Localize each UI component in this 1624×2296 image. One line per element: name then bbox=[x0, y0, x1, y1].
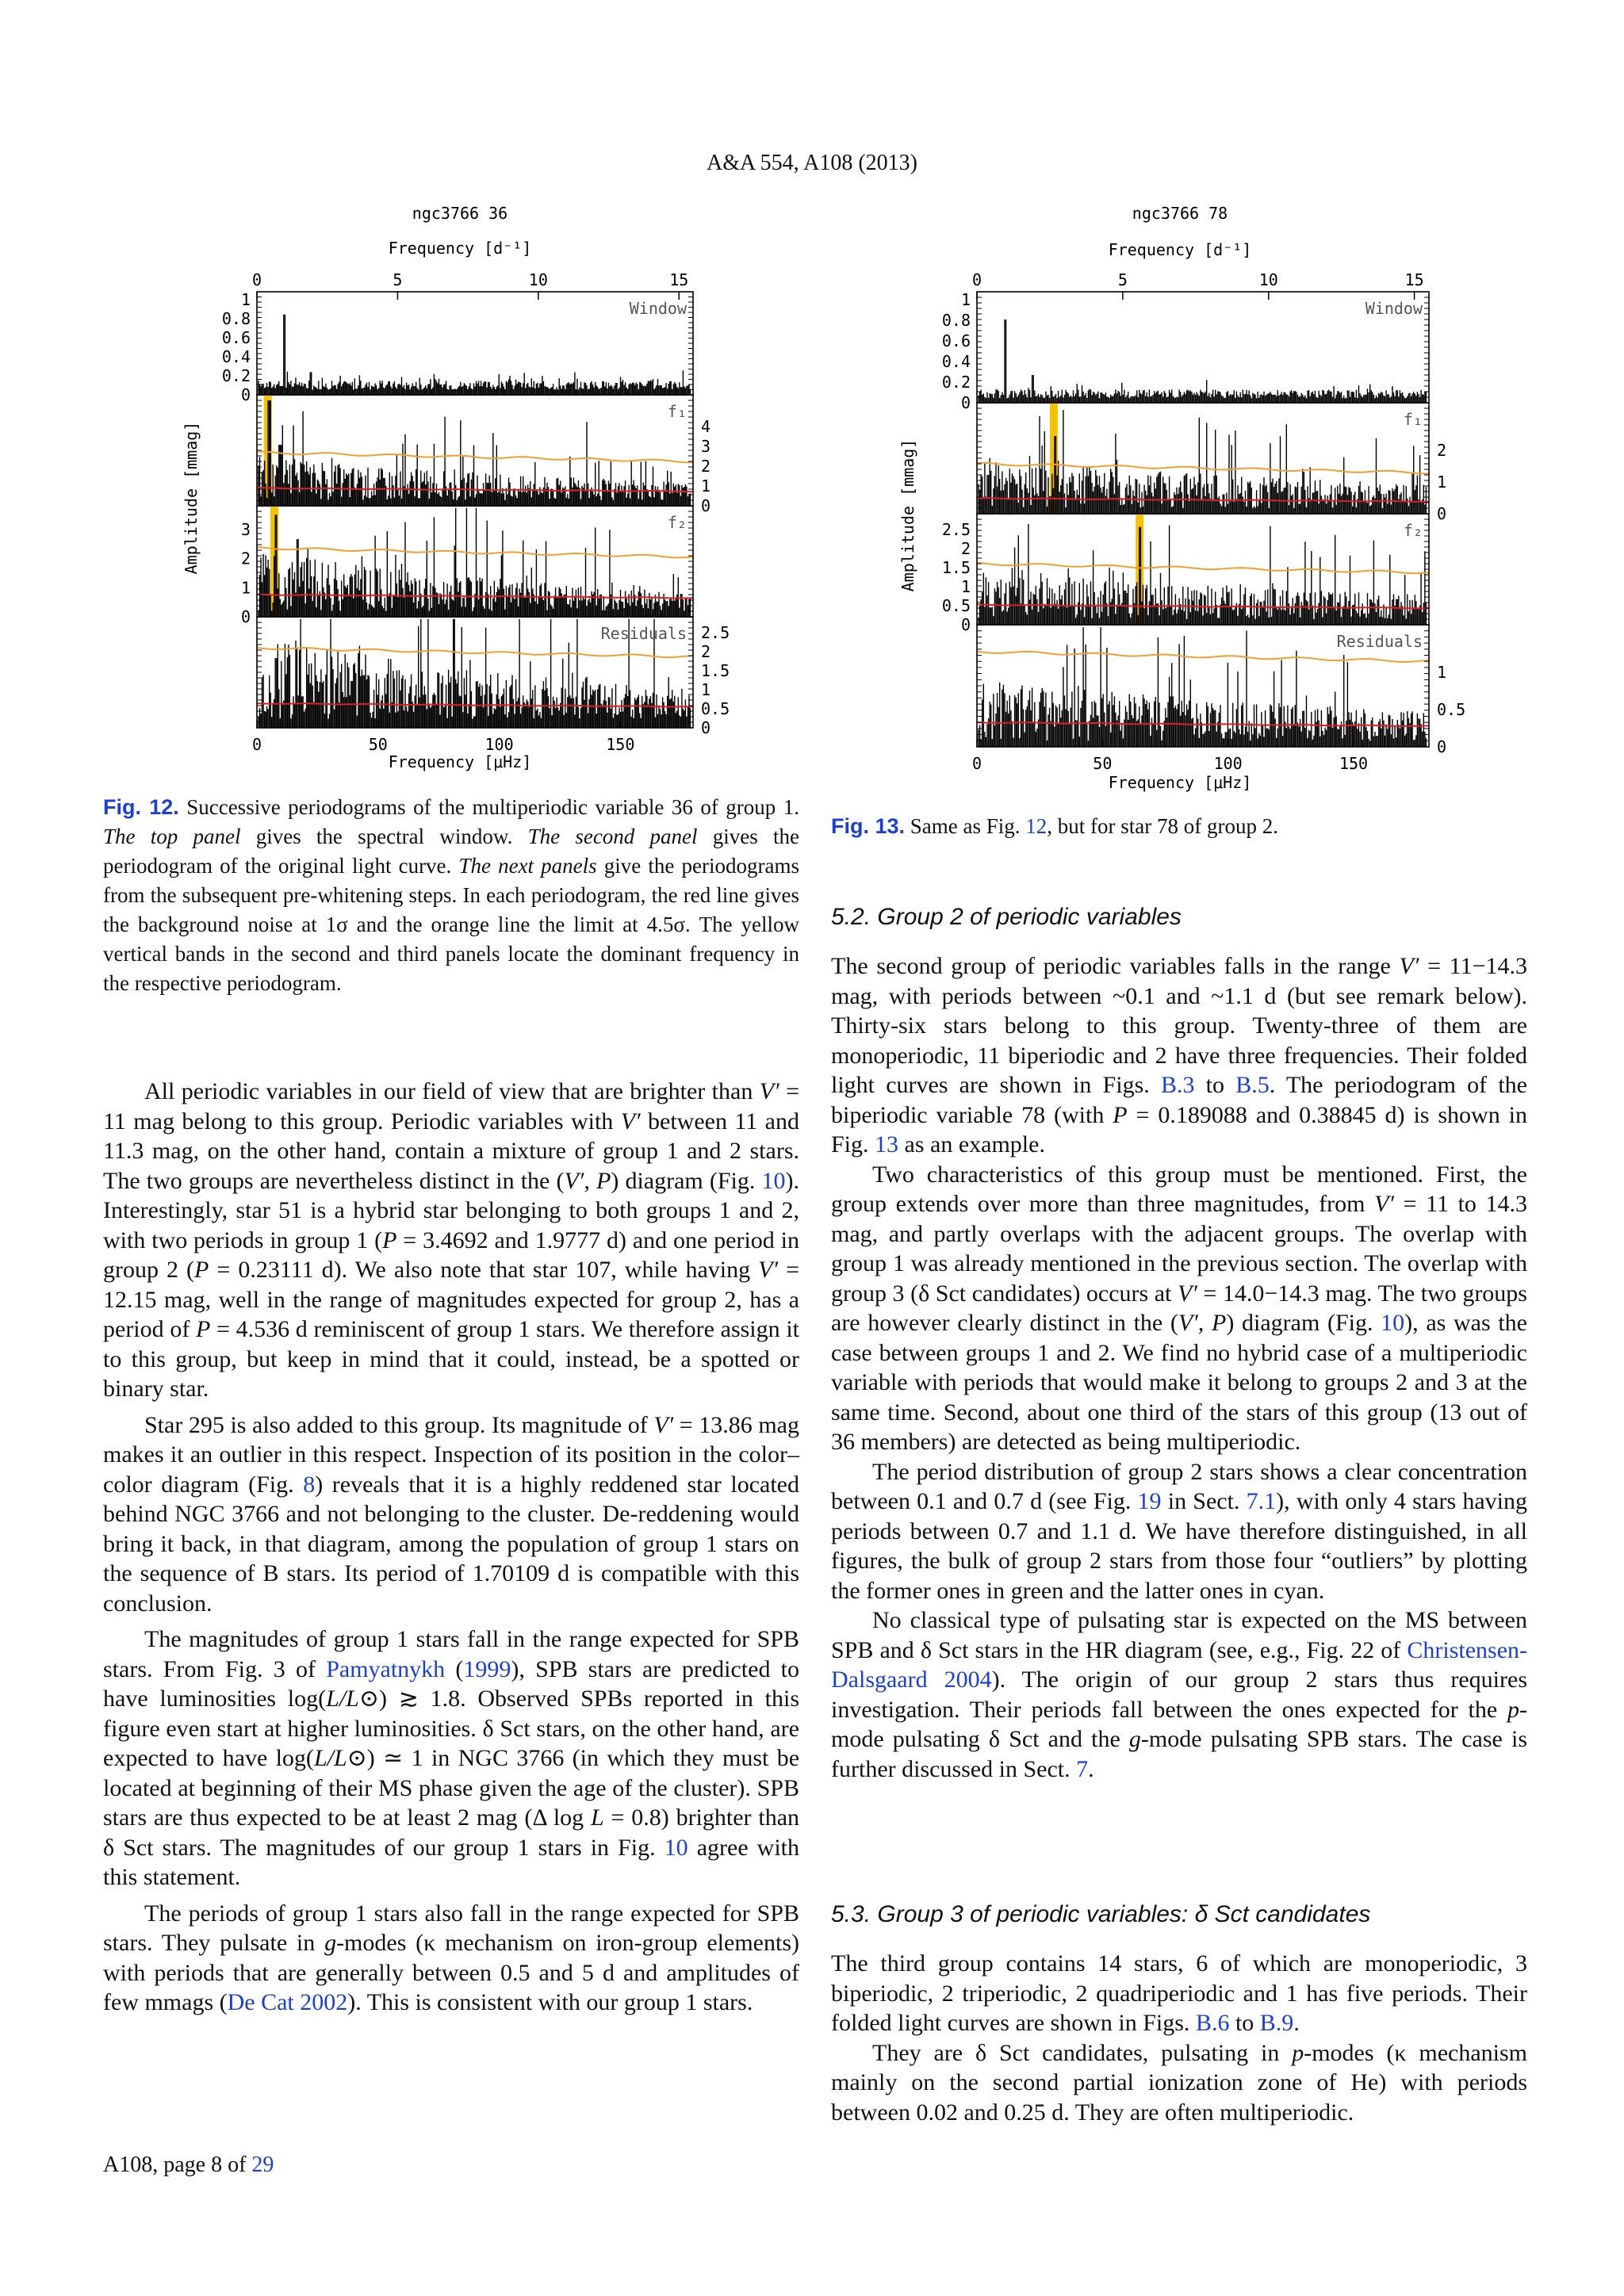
panel-label: f₂ bbox=[1403, 521, 1423, 540]
text-run: ) reveals that it is a highly reddened star located behind NGC 3766 and not belonging to the cluster. De-reddening would bring it back, in that diagram, among the population of group 1 stars on the sequence of B stars. Its period of 1.70109 d is compatible with this conclusion. bbox=[103, 1471, 799, 1617]
y-tick-label: 2.5 bbox=[941, 520, 971, 539]
fig12-top-axis-label: Frequency [d⁻¹] bbox=[388, 239, 532, 258]
caption-text: give the periodograms from the subsequent pre-whitening steps. In each periodogram, the red line gives the background noise at 1σ and the orange line the limit at 4.5σ. The yellow vertical bands in the second and third panels locate the dominant frequency in the respective periodogram. bbox=[103, 854, 800, 995]
italic-text: V′ bbox=[1177, 1280, 1197, 1307]
y-tick-label: 2 bbox=[701, 457, 711, 476]
italic-text: V′, P bbox=[1178, 1310, 1227, 1336]
noise-limit-4-5-sigma-line bbox=[257, 452, 693, 463]
italic-text: V′ bbox=[1399, 953, 1419, 979]
total-pages-link[interactable]: 29 bbox=[251, 2152, 274, 2177]
reference-link[interactable]: 19 bbox=[1137, 1488, 1162, 1514]
caption-italic: The second panel bbox=[527, 825, 698, 848]
italic-text: V′ bbox=[758, 1257, 779, 1283]
text-run: The magnitudes of group 1 stars fall in the range expected for SPB stars. From Fig. 3 of bbox=[103, 1626, 799, 1682]
panel-label: Window bbox=[629, 299, 687, 318]
caption-text: Successive periodograms of the multiperiodic variable 36 of group 1. bbox=[178, 795, 799, 819]
top-tick-label: 0 bbox=[251, 270, 262, 289]
y-tick-label: 1 bbox=[1437, 663, 1447, 682]
panel-label: Residuals bbox=[600, 624, 687, 643]
bottom-tick-label: 100 bbox=[1213, 754, 1243, 773]
fig12-y-axis-label: Amplitude [mmag] bbox=[182, 421, 201, 575]
text-run: ⊙) ≃ 1 in NGC 3766 (in which they must be located at beginning of their MS phase given the age of the cluster). SPB stars are thus expected to be at least 2 mag (Δ log bbox=[103, 1745, 800, 1831]
fig13-caption bbox=[831, 812, 1521, 841]
periodogram-trace bbox=[979, 320, 1426, 403]
periodogram-trace bbox=[259, 315, 691, 395]
panel-label: f₁ bbox=[667, 402, 687, 421]
bottom-tick-label: 0 bbox=[971, 754, 982, 773]
panel-label: Window bbox=[1365, 299, 1423, 318]
caption-text: , but for star 78 of group 2. bbox=[1047, 814, 1278, 838]
italic-text: P bbox=[1113, 1101, 1128, 1128]
paragraph bbox=[831, 951, 1527, 1160]
italic-text: g bbox=[324, 1930, 337, 1956]
y-tick-label: 0 bbox=[701, 718, 711, 737]
noise-limit-4-5-sigma-line bbox=[257, 547, 693, 558]
caption-text: Same as Fig. bbox=[905, 814, 1026, 838]
top-tick-label: 5 bbox=[393, 270, 403, 289]
paragraph bbox=[831, 1160, 1527, 1457]
section-5-3-title: 5.3. Group 3 of periodic variables: δ Sct candidates bbox=[831, 1901, 1371, 1927]
text-run: All periodic variables in our field of view that are brighter than bbox=[144, 1078, 760, 1104]
caption-text: gives the spectral window. bbox=[240, 825, 528, 848]
bottom-tick-label: 0 bbox=[251, 735, 262, 754]
reference-link[interactable]: 10 bbox=[761, 1167, 786, 1194]
text-run: They are δ Sct candidates, pulsating in bbox=[872, 2039, 1293, 2066]
paragraph bbox=[103, 1899, 799, 2018]
y-tick-label: 0 bbox=[960, 393, 971, 412]
text-run: -modes (κ mechanism on iron-group elements) with periods that are generally between 0.5 and 5 d and amplitudes of few mmags ( bbox=[103, 1930, 799, 2015]
text-run: . bbox=[1293, 2010, 1300, 2036]
panel-frame bbox=[977, 292, 1429, 403]
top-tick-label: 10 bbox=[528, 270, 548, 289]
text-run: = 0.23111 d). We also note that star 107, while having bbox=[209, 1257, 759, 1283]
paragraph bbox=[831, 1605, 1527, 1784]
fig13-plot-area bbox=[942, 270, 1465, 773]
y-tick-label: 0.2 bbox=[221, 366, 251, 385]
paragraph bbox=[103, 1410, 799, 1619]
top-tick-label: 15 bbox=[669, 270, 689, 289]
y-tick-label: 0.6 bbox=[941, 331, 971, 350]
panel-label: f₂ bbox=[667, 513, 687, 532]
italic-text: P bbox=[194, 1257, 209, 1283]
footer-text: A108, page 8 of bbox=[103, 2152, 252, 2177]
reference-link[interactable]: B.5 bbox=[1235, 1072, 1270, 1098]
noise-limit-4-5-sigma-line bbox=[977, 563, 1429, 574]
y-tick-label: 0.8 bbox=[941, 311, 971, 330]
paragraph bbox=[831, 1457, 1527, 1606]
text-run: The period distribution of group 2 stars shows a clear concentration between 0.1 and 0.7 d (see Fig. bbox=[831, 1458, 1527, 1514]
panel-label: f₁ bbox=[1403, 410, 1423, 429]
periodogram-trace bbox=[259, 508, 691, 617]
y-tick-label: 1.5 bbox=[941, 558, 971, 577]
text-run: = 14.0−14.3 mag. The two groups are however clearly distinct in the ( bbox=[831, 1280, 1527, 1336]
fig13-top-axis-label: Frequency [d⁻¹] bbox=[1108, 240, 1252, 259]
y-tick-label: 2 bbox=[701, 642, 711, 661]
y-tick-label: 2 bbox=[240, 549, 251, 568]
text-run: Two characteristics of this group must be mentioned. First, the group extends over more than three magnitudes, from bbox=[831, 1161, 1527, 1217]
paragraph bbox=[103, 1624, 799, 1892]
periodogram-trace bbox=[979, 524, 1426, 625]
text-run: = 0.189088 and 0.38845 d) is shown in Fig. bbox=[831, 1101, 1527, 1158]
reference-link[interactable]: 7.1 bbox=[1246, 1488, 1277, 1514]
italic-text: L/L bbox=[313, 1745, 347, 1771]
text-run: ( bbox=[445, 1655, 464, 1682]
y-tick-label: 1 bbox=[1437, 473, 1447, 492]
section-5-2-text bbox=[831, 951, 1527, 1784]
fig12-caption-label[interactable]: Fig. 12. bbox=[103, 795, 179, 819]
fig12-plot-area bbox=[222, 270, 730, 754]
reference-link[interactable]: 13 bbox=[875, 1131, 899, 1158]
fig12-bottom-axis-label: Frequency [μHz] bbox=[388, 752, 532, 771]
reference-link[interactable]: 1999 bbox=[463, 1655, 511, 1682]
y-tick-label: 1 bbox=[701, 476, 711, 496]
text-run: ), SPB stars are predicted to have luminosities log( bbox=[103, 1655, 800, 1712]
text-run: as an example. bbox=[898, 1131, 1045, 1158]
text-run: = 4.536 d reminiscent of group 1 stars. We therefore assign it to this group, but keep in mind that it could, instead, be a spotted or binary star. bbox=[103, 1316, 799, 1402]
italic-text: P bbox=[382, 1226, 397, 1253]
text-run: = 11 to 14.3 mag, and partly overlaps with the adjacent groups. The overlap with group 1 was already mentioned in the previous section. The overlap with group 3 (δ Sct candidates) occurs at bbox=[831, 1191, 1528, 1307]
page-footer bbox=[103, 2152, 274, 2178]
y-tick-label: 2 bbox=[1437, 441, 1447, 460]
italic-text: g bbox=[1128, 1726, 1141, 1752]
fig13-y-axis-label: Amplitude [mmag] bbox=[898, 438, 917, 592]
text-run: ), with only 4 stars having periods between 0.7 and 1.1 d. We have therefore distinguished, in all figures, the bulk of group 2 stars from those four “outliers” by plotting the former ones in green and the latter ones in cyan. bbox=[831, 1488, 1527, 1604]
italic-text: V′ bbox=[653, 1411, 674, 1438]
reference-link[interactable]: De Cat 2002 bbox=[227, 1989, 348, 2015]
text-run: The second group of periodic variables falls in the range bbox=[831, 953, 1400, 979]
reference-link[interactable]: B.9 bbox=[1259, 2010, 1294, 2036]
y-tick-label: 0.2 bbox=[941, 373, 971, 392]
bottom-tick-label: 150 bbox=[606, 735, 635, 754]
reference-link[interactable]: Pamyatnykh bbox=[326, 1655, 446, 1682]
y-tick-label: 0 bbox=[701, 496, 711, 515]
text-run: ). Interestingly, star 51 is a hybrid star belonging to both groups 1 and 2, with two periods in group 1 ( bbox=[103, 1167, 799, 1253]
panel-label: Residuals bbox=[1336, 632, 1423, 651]
fig13-caption-label[interactable]: Fig. 13. bbox=[831, 814, 906, 838]
text-run: to bbox=[1194, 1072, 1236, 1098]
left-column-text bbox=[103, 1077, 799, 2018]
fig12-reference-link[interactable]: 12 bbox=[1025, 814, 1048, 838]
y-tick-label: 1.5 bbox=[701, 661, 730, 680]
bottom-tick-label: 50 bbox=[1093, 754, 1113, 773]
text-run: The third group contains 14 stars, 6 of which are monoperiodic, 3 biperiodic, 2 triperiodic, 2 quadriperiodic and 1 has five periods. Their folded light curves are shown in Figs. bbox=[831, 1950, 1527, 2036]
paragraph bbox=[103, 1077, 799, 1404]
text-run: ) diagram (Fig. bbox=[611, 1167, 762, 1194]
y-tick-label: 2.5 bbox=[701, 623, 730, 642]
reference-link[interactable]: 8 bbox=[303, 1471, 316, 1498]
text-run: = 12.15 mag, well in the range of magnitudes expected for group 2, has a period of bbox=[103, 1257, 800, 1342]
y-tick-label: 1 bbox=[701, 680, 711, 699]
figure-13-periodograms bbox=[894, 205, 1465, 793]
caption-italic: The top panel bbox=[103, 825, 241, 848]
bottom-tick-label: 100 bbox=[485, 735, 514, 754]
italic-text: V′ bbox=[620, 1108, 641, 1135]
y-tick-label: 3 bbox=[701, 437, 711, 456]
fig13-title: ngc3766 78 bbox=[1132, 205, 1228, 223]
section-5-2-title: 5.2. Group 2 of periodic variables bbox=[831, 904, 1182, 930]
caption-text: gives the periodogram of the original light curve. bbox=[103, 825, 799, 878]
y-tick-label: 0 bbox=[960, 615, 971, 634]
noise-limit-4-5-sigma-line bbox=[257, 648, 693, 657]
text-run: = 3.4692 and 1.9777 d) and one period in group 2 ( bbox=[103, 1226, 799, 1283]
fig13-bottom-axis-label: Frequency [μHz] bbox=[1108, 773, 1252, 792]
text-run: Star 295 is also added to this group. Its magnitude of bbox=[144, 1411, 654, 1438]
text-run: = 11 mag belong to this group. Periodic variables with bbox=[103, 1078, 799, 1135]
reference-link[interactable]: Christensen-Dalsgaard 2004 bbox=[831, 1636, 1527, 1693]
italic-text: V′ bbox=[759, 1078, 779, 1104]
y-tick-label: 0 bbox=[1437, 737, 1447, 756]
italic-text: V′ bbox=[1374, 1191, 1394, 1217]
text-run: ). The origin of our group 2 stars thus requires investigation. Their periods fall between the ones expected for the bbox=[831, 1667, 1527, 1723]
text-run: = 11−14.3 mag, with periods between ~0.1 and ~1.1 d (but see remark below). Thirty-six stars belong to this group. Twenty-three of them are monoperiodic, 11 biperiodic and 2 have three frequencies. Their folded light curves are shown in Figs. bbox=[831, 953, 1527, 1098]
top-tick-label: 5 bbox=[1117, 270, 1128, 289]
figure-12-periodograms bbox=[174, 205, 730, 777]
y-tick-label: 0.8 bbox=[221, 309, 251, 328]
text-run: ) diagram (Fig. bbox=[1226, 1310, 1381, 1336]
section-5-3-text bbox=[831, 1949, 1527, 2127]
reference-link[interactable]: 10 bbox=[664, 1834, 688, 1861]
text-run: = 0.8) brighter than δ Sct stars. The magnitudes of our group 1 stars in Fig. bbox=[103, 1804, 800, 1861]
text-run: between 11 and 11.3 mag, on the other hand, contain a mixture of group 1 and 2 stars. The two groups are nevertheless distinct in the ( bbox=[103, 1108, 799, 1194]
text-run: = 13.86 mag makes it an outlier in this respect. Inspection of its position in the color–color diagram (Fig. bbox=[103, 1411, 799, 1498]
italic-text: p bbox=[1292, 2039, 1304, 2066]
y-tick-label: 0.4 bbox=[941, 352, 971, 371]
top-tick-label: 0 bbox=[971, 270, 982, 289]
italic-text: L bbox=[591, 1804, 604, 1831]
text-run: -modes (κ mechanism mainly on the second partial ionization zone of He) with periods between 0.02 and 0.25 d. They are often multiperiodic. bbox=[831, 2039, 1527, 2126]
y-tick-label: 3 bbox=[240, 520, 251, 539]
reference-link[interactable]: 7 bbox=[1076, 1755, 1089, 1782]
y-tick-label: 4 bbox=[701, 417, 711, 436]
y-tick-label: 0 bbox=[240, 607, 251, 626]
y-tick-label: 0.6 bbox=[221, 328, 251, 347]
paragraph bbox=[831, 2038, 1527, 2128]
y-tick-label: 1 bbox=[960, 290, 971, 309]
y-tick-label: 1 bbox=[960, 577, 971, 596]
fig12-title: ngc3766 36 bbox=[412, 205, 508, 223]
text-run: -mode pulsating δ Sct and the bbox=[831, 1696, 1527, 1752]
top-tick-label: 10 bbox=[1258, 270, 1278, 289]
reference-link[interactable]: B.3 bbox=[1160, 1072, 1195, 1098]
text-run: . The periodogram of the biperiodic variable 78 (with bbox=[831, 1072, 1527, 1128]
caption-italic: The next panels bbox=[458, 854, 597, 878]
running-head: A&A 554, A108 (2013) bbox=[707, 151, 917, 175]
y-tick-label: 2 bbox=[960, 539, 971, 558]
text-run: . bbox=[1088, 1755, 1094, 1782]
text-run: ), as was the case between groups 1 and 2. We find no hybrid case of a multiperiodic variable with periods that would make it belong to groups 2 and 3 at the same time. Second, about one third of the stars of this group (13 out of 36 members) are detected as being multiperiodic. bbox=[831, 1310, 1528, 1455]
y-tick-label: 1 bbox=[240, 578, 251, 598]
fig12-caption bbox=[103, 793, 799, 998]
noise-limit-4-5-sigma-line bbox=[977, 652, 1429, 662]
top-tick-label: 15 bbox=[1404, 270, 1424, 289]
text-run: ). This is consistent with our group 1 stars. bbox=[347, 1989, 753, 2015]
text-run: agree with this statement. bbox=[103, 1834, 800, 1890]
y-tick-label: 0.5 bbox=[701, 699, 730, 718]
italic-text: P bbox=[196, 1316, 211, 1342]
y-tick-label: 0 bbox=[1437, 504, 1447, 523]
y-tick-label: 1 bbox=[240, 290, 251, 309]
italic-text: L/L bbox=[326, 1686, 359, 1712]
y-tick-label: 0.4 bbox=[221, 347, 251, 366]
y-tick-label: 0.5 bbox=[941, 596, 971, 615]
reference-link[interactable]: 10 bbox=[1381, 1310, 1405, 1336]
y-tick-label: 0 bbox=[240, 385, 251, 404]
italic-text: V′, P bbox=[564, 1167, 611, 1194]
reference-link[interactable]: B.6 bbox=[1195, 2010, 1230, 2036]
bottom-tick-label: 150 bbox=[1339, 754, 1369, 773]
text-run: ⊙) ≳ 1.8. Observed SPBs reported in this figure even start at higher luminosities. δ Sct stars, on the other hand, are expected to have log( bbox=[103, 1686, 800, 1771]
paragraph bbox=[831, 1949, 1527, 2038]
y-tick-label: 0.5 bbox=[1437, 700, 1465, 719]
text-run: in Sect. bbox=[1161, 1488, 1247, 1514]
text-run: to bbox=[1229, 2010, 1260, 2036]
text-run: The periods of group 1 stars also fall in the range expected for SPB stars. They pulsate in bbox=[103, 1900, 799, 1956]
bottom-tick-label: 50 bbox=[368, 735, 388, 754]
text-run: No classical type of pulsating star is expected on the MS between SPB and δ Sct stars in the HR diagram (see, e.g., Fig. 22 of bbox=[831, 1607, 1527, 1663]
text-run: -mode pulsating SPB stars. The case is further discussed in Sect. bbox=[831, 1726, 1527, 1782]
italic-text: p bbox=[1507, 1696, 1519, 1723]
